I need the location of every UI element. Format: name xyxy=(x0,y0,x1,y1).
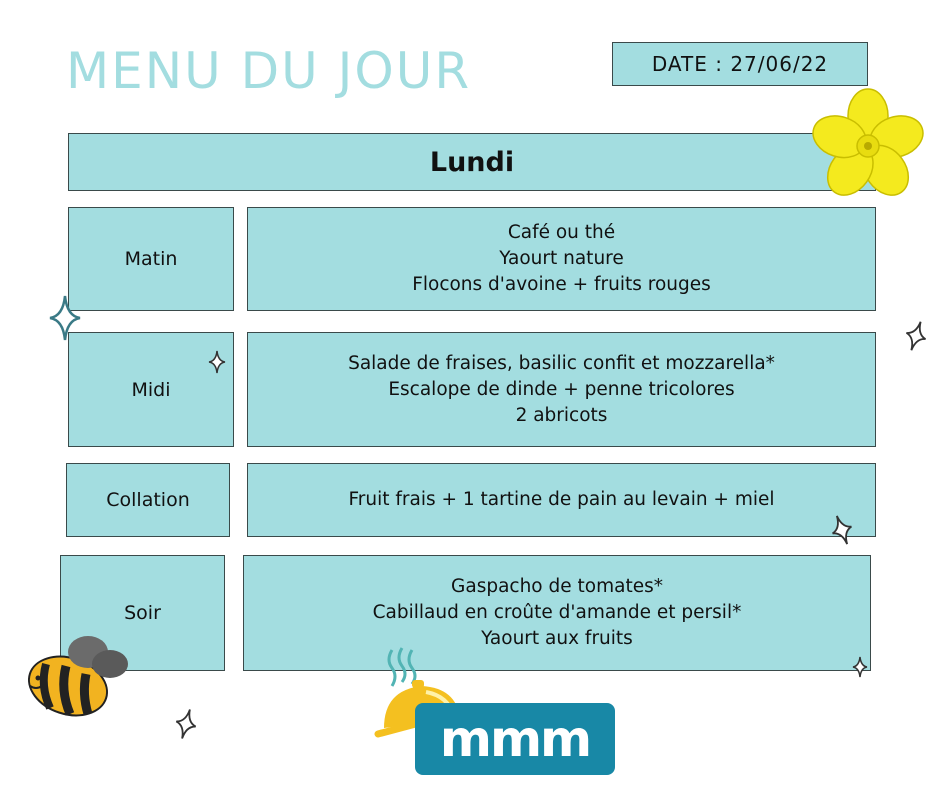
mmm-logo xyxy=(415,703,615,775)
menu-line: Escalope de dinde + penne tricolores xyxy=(388,378,735,400)
meal-content-collation xyxy=(247,463,876,537)
meal-label-text: Collation xyxy=(106,489,190,511)
meal-content-matin xyxy=(247,207,876,311)
meal-label-collation xyxy=(66,463,230,537)
page-title: MENU DU JOUR xyxy=(66,42,472,100)
meal-content-soir xyxy=(243,555,871,671)
day-label: Lundi xyxy=(429,146,515,178)
menu-line: Yaourt aux fruits xyxy=(481,628,633,649)
meal-label-text: Matin xyxy=(124,248,178,270)
meal-label-text: Midi xyxy=(131,378,171,401)
menu-line: 2 abricots xyxy=(515,404,608,426)
meal-content-midi xyxy=(247,332,876,447)
flower-icon xyxy=(810,88,928,206)
meal-label-text: Soir xyxy=(124,602,161,624)
menu-line: Gaspacho de tomates* xyxy=(451,576,663,597)
menu-line: Fruit frais + 1 tartine de pain au levain + miel xyxy=(348,489,775,510)
date-box xyxy=(612,42,868,86)
menu-line: Salade de fraises, basilic confit et mozzarella* xyxy=(348,352,775,374)
sparkle-icon xyxy=(48,294,82,342)
sparkle-icon xyxy=(174,708,198,740)
menu-line: Flocons d'avoine + fruits rouges xyxy=(412,274,711,295)
sparkle-icon xyxy=(830,514,854,546)
bee-icon xyxy=(16,628,136,728)
sparkle-icon xyxy=(208,350,226,374)
menu-line: Café ou thé xyxy=(507,222,616,243)
sparkle-icon xyxy=(852,656,868,678)
menu-line: Cabillaud en croûte d'amande et persil* xyxy=(372,602,742,623)
day-header xyxy=(68,133,876,191)
meal-label-matin xyxy=(68,207,234,311)
sparkle-icon xyxy=(904,320,928,352)
menu-line: Yaourt nature xyxy=(499,248,624,269)
date-label: DATE : 27/06/22 xyxy=(651,52,829,76)
logo-text: mmm xyxy=(439,710,591,768)
